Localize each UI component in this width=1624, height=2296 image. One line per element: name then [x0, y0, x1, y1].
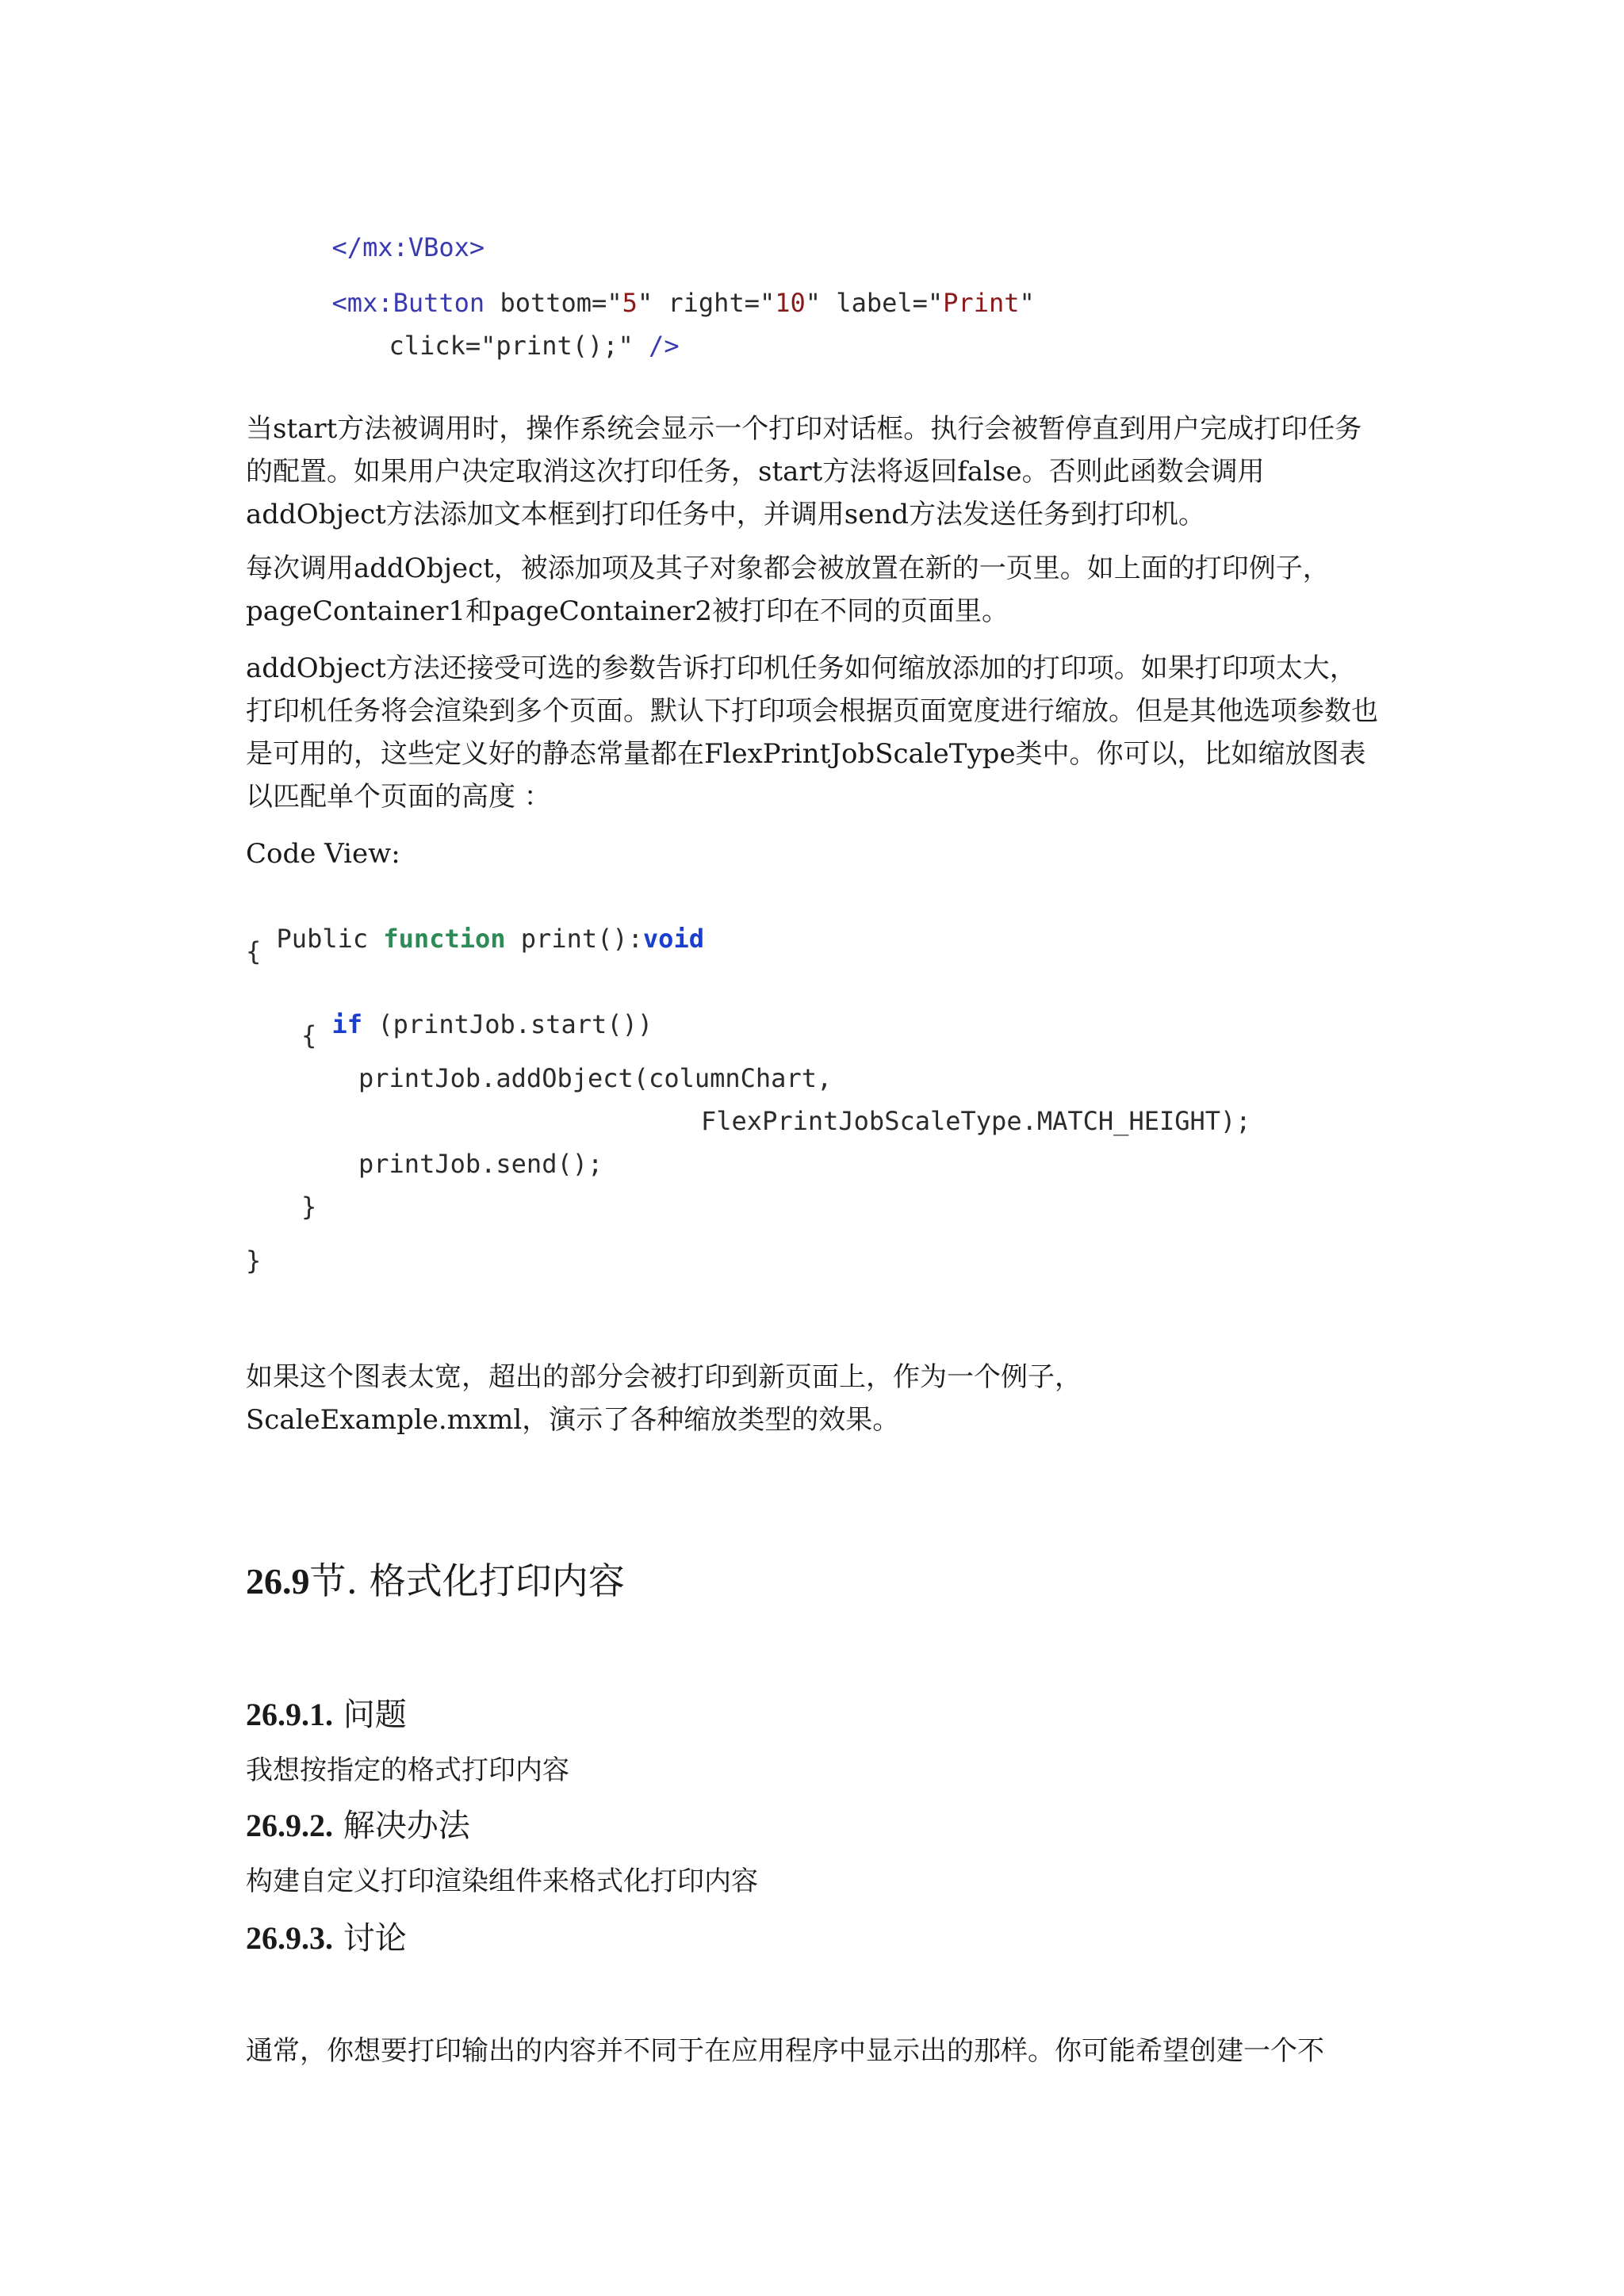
code-tag: </mx:VBox> [331, 232, 485, 262]
code-keyword: void [642, 924, 704, 954]
paragraph-addobject: 每次调用addObject，被添加项及其子对象都会被放置在新的一页里。如上面的打印例子，pageContainer1和pageContainer2被打印在不同的页面里。 [246, 553, 1330, 627]
code-line-brace-close-inner: } [301, 1192, 317, 1222]
paragraph-solution: 构建自定义打印渲染组件来格式化打印内容 [246, 1866, 758, 1897]
subsection-title: 讨论 [333, 1920, 407, 1957]
paragraph-discussion: 通常，你想要打印输出的内容并不同于在应用程序中显示出的那样。你可能希望创建一个不 [246, 2035, 1324, 2067]
code-line-addobject: printJob.addObject(columnChart, [358, 1063, 833, 1093]
code-text: (printJob.start()) [362, 1009, 653, 1039]
code-line-brace-close: } [246, 1246, 262, 1276]
code-tag: /> [633, 331, 680, 361]
code-attr: " right=" [637, 288, 776, 318]
subheading-solution [246, 1804, 470, 1847]
code-text: print(): [505, 924, 643, 954]
code-text: Public [276, 924, 384, 954]
code-attr: " [1019, 288, 1035, 318]
code-attr: bottom=" [485, 288, 622, 318]
code-value: 5 [622, 288, 638, 318]
code-attr: click="print();" [389, 331, 634, 361]
paragraph-scale-options: addObject方法还接受可选的参数告诉打印机任务如何缩放添加的打印项。如果打印项太大，打印机任务将会渲染到多个页面。默认下打印项会根据页面宽度进行缩放。但是其他选项参数也是可用的，这些定义好的静态常量都在FlexPrintJobScaleType类中。你可以，比如缩放图表以匹配单个页面的高度 ： [246, 652, 1378, 813]
paragraph-problem: 我想按指定的格式打印内容 [246, 1755, 569, 1786]
code-line-if [301, 977, 653, 1040]
code-value: 10 [775, 288, 806, 318]
code-keyword: if [331, 1009, 363, 1039]
code-line-function [246, 891, 704, 955]
subsection-number: 26.9.1. [246, 1697, 333, 1732]
code-line-brace-open: { [246, 936, 262, 966]
code-view-label: Code View: [246, 838, 400, 870]
subsection-number: 26.9.3. [246, 1920, 333, 1956]
section-title: 节. 格式化打印内容 [309, 1559, 625, 1602]
paragraph-start-method: 当start方法被调用时，操作系统会显示一个打印对话框。执行会被暂停直到用户完成打印任务的配置。如果用户决定取消这次打印任务，start方法将返回false。否则此函数会调用addObject方法添加文本框到打印任务中，并调用send方法发送任务到打印机。 [246, 413, 1362, 530]
subheading-problem [246, 1693, 407, 1736]
subsection-title: 解决办法 [333, 1808, 470, 1844]
subsection-number: 26.9.2. [246, 1808, 333, 1843]
section-number: 26.9 [246, 1561, 310, 1601]
code-line-brace-open-inner: { [301, 1020, 317, 1050]
subheading-discussion [246, 1917, 407, 1960]
code-line-click [358, 298, 680, 362]
subsection-title: 问题 [333, 1697, 407, 1733]
code-line-scaletype: FlexPrintJobScaleType.MATCH_HEIGHT); [701, 1106, 1251, 1136]
code-value: Print [943, 288, 1020, 318]
code-attr: " label=" [805, 288, 944, 318]
code-tag: <mx:Button [331, 288, 485, 318]
code-line-vbox-close [301, 200, 485, 263]
code-line-send: printJob.send(); [358, 1149, 603, 1179]
code-keyword: function [383, 924, 506, 954]
paragraph-scale-example: 如果这个图表太宽，超出的部分会被打印到新页面上，作为一个例子，ScaleExample.mxml，演示了各种缩放类型的效果。 [246, 1361, 1082, 1436]
section-heading-26-9 [246, 1557, 625, 1605]
